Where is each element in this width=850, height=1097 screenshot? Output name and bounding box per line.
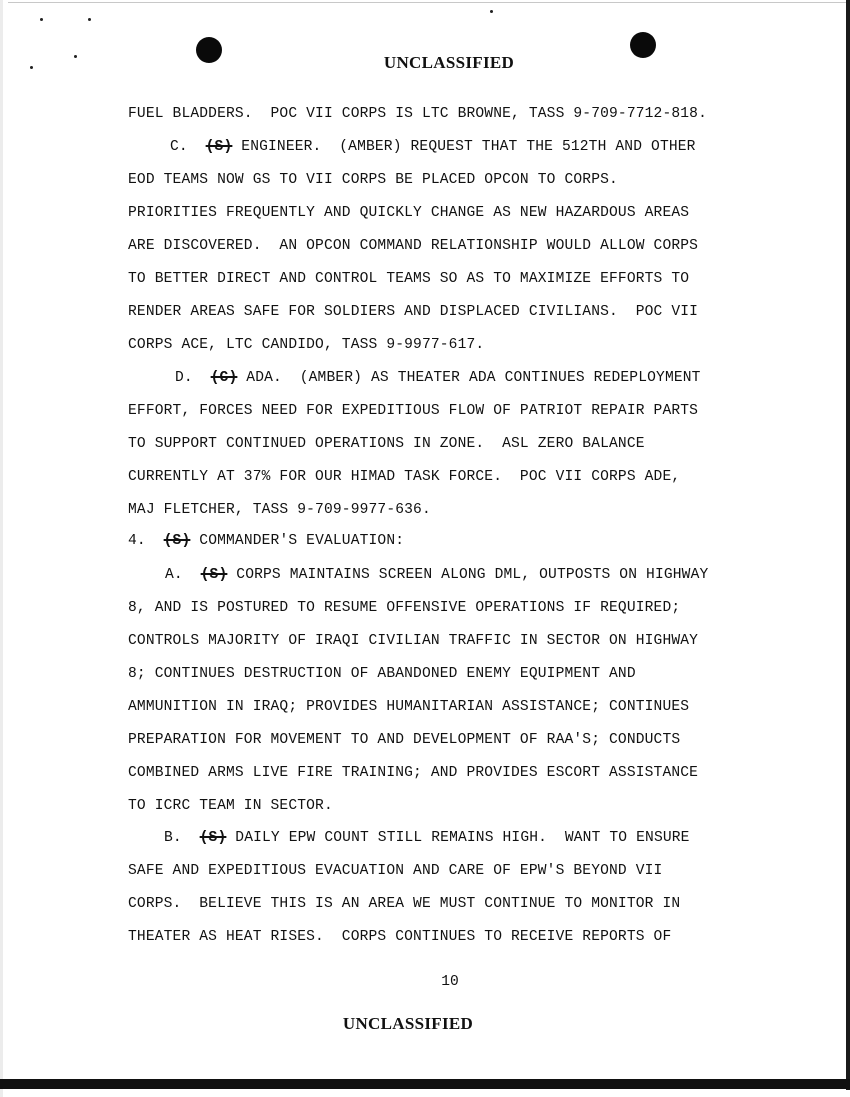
scan-edge-top (8, 2, 848, 3)
scan-edge-bottom (0, 1079, 850, 1089)
line-text: PREPARATION FOR MOVEMENT TO AND DEVELOPMENT OF RAA'S; CONDUCTS (128, 732, 681, 748)
classification-marking: (S) (200, 567, 228, 583)
line-text: ARE DISCOVERED. AN OPCON COMMAND RELATIONSHIP WOULD ALLOW CORPS (128, 238, 699, 254)
line-text: SAFE AND EXPEDITIOUS EVACUATION AND CARE OF EPW'S BEYOND VII (128, 863, 663, 879)
classification-header: UNCLASSIFIED (383, 53, 515, 72)
body-line (128, 204, 689, 222)
line-text: COMMANDER'S EVALUATION: (190, 533, 405, 549)
line-text: CURRENTLY AT 37% FOR OUR HIMAD TASK FORCE. POC VII CORPS ADE, (128, 469, 681, 485)
line-text: CORPS. BELIEVE THIS IS AN AREA WE MUST CONTINUE TO MONITOR IN (128, 896, 681, 912)
line-text: CONTROLS MAJORITY OF IRAQI CIVILIAN TRAFFIC IN SECTOR ON HIGHWAY (128, 633, 699, 649)
line-text: TO BETTER DIRECT AND CONTROL TEAMS SO AS TO MAXIMIZE EFFORTS TO (128, 271, 690, 287)
body-line (128, 105, 707, 123)
body-line (128, 731, 680, 749)
body-line (128, 270, 689, 288)
body-line (128, 532, 404, 550)
body-line (128, 764, 698, 782)
body-line (128, 797, 333, 815)
line-text: 8, AND IS POSTURED TO RESUME OFFENSIVE OPERATIONS IF REQUIRED; (128, 600, 681, 616)
line-text: EFFORT, FORCES NEED FOR EXPEDITIOUS FLOW OF PATRIOT REPAIR PARTS (128, 403, 699, 419)
body-line (128, 303, 698, 321)
body-line (128, 402, 698, 420)
classification-marking: (S) (199, 830, 227, 846)
body-line (165, 566, 708, 584)
body-line (128, 698, 689, 716)
line-text: THEATER AS HEAT RISES. CORPS CONTINUES TO RECEIVE REPORTS OF (128, 929, 672, 945)
body-line (128, 336, 484, 354)
body-line (128, 928, 671, 946)
line-text: 8; CONTINUES DESTRUCTION OF ABANDONED ENEMY EQUIPMENT AND (128, 666, 636, 682)
line-text: PRIORITIES FREQUENTLY AND QUICKLY CHANGE AS NEW HAZARDOUS AREAS (128, 205, 690, 221)
body-line (128, 895, 680, 913)
body-line (128, 237, 698, 255)
line-text: COMBINED ARMS LIVE FIRE TRAINING; AND PROVIDES ESCORT ASSISTANCE (128, 765, 699, 781)
line-text: D. (175, 370, 211, 386)
line-text: FUEL BLADDERS. POC VII CORPS IS LTC BROWNE, TASS 9-709-7712-818. (128, 106, 707, 122)
line-text: A. (165, 567, 201, 583)
line-text: ENGINEER. (AMBER) REQUEST THAT THE 512TH AND OTHER (232, 139, 696, 155)
line-text: DAILY EPW COUNT STILL REMAINS HIGH. WANT TO ENSURE (226, 830, 690, 846)
body-line (128, 501, 431, 519)
body-line (128, 468, 680, 486)
line-text: EOD TEAMS NOW GS TO VII CORPS BE PLACED OPCON TO CORPS. (128, 172, 618, 188)
classification-marking: (S) (163, 533, 191, 549)
body-line (128, 171, 618, 189)
line-text: TO ICRC TEAM IN SECTOR. (128, 798, 333, 814)
body-line (128, 599, 680, 617)
line-text: CORPS MAINTAINS SCREEN ALONG DML, OUTPOSTS ON HIGHWAY (227, 567, 709, 583)
line-text: AMMUNITION IN IRAQ; PROVIDES HUMANITARIAN ASSISTANCE; CONTINUES (128, 699, 690, 715)
page-number: 10 (441, 974, 459, 990)
body-line (128, 435, 645, 453)
body-line (128, 665, 636, 683)
scan-speck (490, 10, 493, 13)
scan-speck (88, 18, 91, 21)
line-text: 4. (128, 533, 164, 549)
body-line (175, 369, 701, 387)
classification-footer: UNCLASSIFIED (342, 1014, 474, 1033)
body-line (128, 862, 662, 880)
classification-marking: (C) (210, 370, 238, 386)
line-text: B. (164, 830, 200, 846)
body-line (128, 632, 698, 650)
body-line (170, 138, 696, 156)
scan-edge-left (0, 0, 3, 1097)
body-line (164, 829, 690, 847)
line-text: RENDER AREAS SAFE FOR SOLDIERS AND DISPLACED CIVILIANS. POC VII (128, 304, 699, 320)
line-text: TO SUPPORT CONTINUED OPERATIONS IN ZONE. ASL ZERO BALANCE (128, 436, 645, 452)
line-text: ADA. (AMBER) AS THEATER ADA CONTINUES REDEPLOYMENT (237, 370, 701, 386)
line-text: MAJ FLETCHER, TASS 9-709-9977-636. (128, 502, 431, 518)
scan-speck (40, 18, 43, 21)
scan-edge-right (846, 0, 850, 1090)
classification-marking: (S) (205, 139, 233, 155)
line-text: C. (170, 139, 206, 155)
line-text: CORPS ACE, LTC CANDIDO, TASS 9-9977-617. (128, 337, 485, 353)
